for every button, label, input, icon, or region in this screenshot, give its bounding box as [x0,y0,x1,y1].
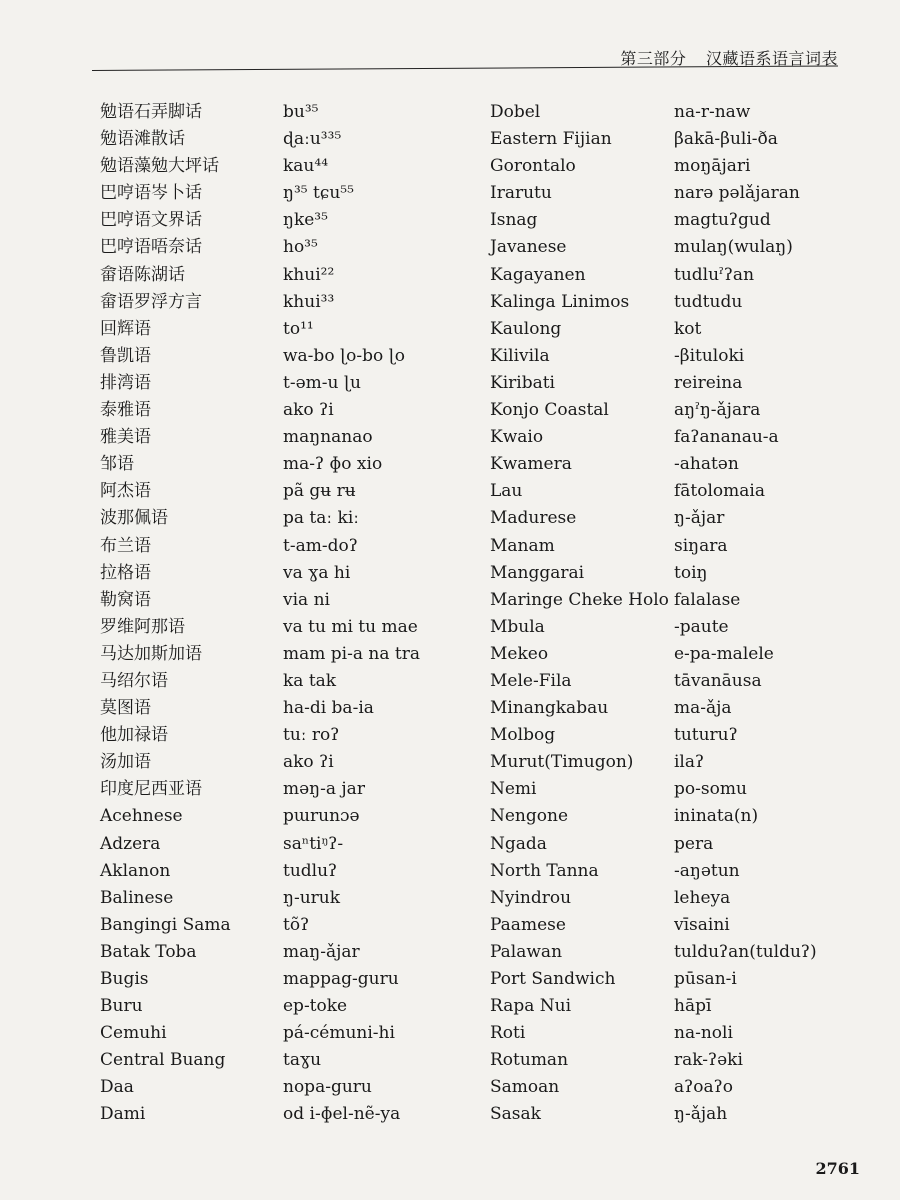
word-form-left: saⁿtiᵑʔ- [283,833,344,854]
word-form-right: na-noli [674,1023,733,1044]
language-name-left: 回辉语 [100,318,151,339]
word-form-right: mulaŋ(wulaŋ) [674,237,793,258]
word-form-left: ma-ʔ ɸo xio [283,454,383,475]
language-name-left: 勉语藻勉大坪话 [100,156,219,177]
language-name-right: Javanese [490,237,567,258]
table-row [0,776,900,803]
table-row [0,939,900,966]
language-name-left: Balinese [100,887,174,908]
language-name-right: Rotuman [490,1050,569,1071]
word-form-left: tuː roʔ [283,725,340,746]
table-row [0,505,900,532]
word-form-right: e-pa-malele [674,643,774,664]
table-row [0,451,900,478]
language-name-left: 鲁凯语 [100,345,151,366]
word-form-right: fātolomaia [674,481,765,502]
table-row [0,207,900,234]
table-row [0,668,900,695]
language-name-right: Irarutu [490,183,552,204]
language-name-right: Murut(Timugon) [490,752,634,773]
language-name-left: 勒窝语 [100,589,151,610]
table-row [0,641,900,668]
word-form-right: ŋ-ǎjar [674,508,725,529]
table-row [0,560,900,587]
language-name-left: Aklanon [100,860,171,881]
table-row [0,424,900,451]
word-form-right: ŋ-ǎjah [674,1104,728,1125]
word-form-left: pã gʉ rʉ [283,481,356,502]
language-name-left: 勉语石弄脚话 [100,102,202,122]
language-name-left: 莫图语 [100,698,151,719]
word-form-left: tõʔ [283,914,310,935]
word-form-right: aʔoaʔo [674,1077,733,1098]
word-form-right: falalase [674,589,741,610]
table-row [0,587,900,614]
word-form-left: kau⁴⁴ [283,156,329,177]
language-name-left: 拉格语 [100,562,151,583]
word-form-right: kot [674,318,702,339]
table-row [0,316,900,343]
word-form-right: leheya [674,887,731,908]
word-form-left: pɯrunɔə [283,806,360,827]
language-name-left: 布兰语 [100,535,151,556]
language-name-left: Acehnese [100,806,183,827]
word-form-left: məŋ-a jar [283,779,365,800]
language-name-right: Dobel [490,102,541,122]
table-row [0,397,900,424]
language-name-left: 他加禄语 [100,725,168,746]
table-row [0,126,900,153]
word-form-right: ma-ǎja [674,698,732,719]
table-row [0,1047,900,1074]
word-form-right: -ahatən [674,454,739,475]
language-name-right: Nemi [490,779,537,800]
word-form-right: -aŋətun [674,860,740,881]
table-row [0,831,900,858]
word-form-left: via ni [283,589,330,610]
word-form-left: ep-toke [283,996,348,1017]
word-form-left: ako ʔi [283,400,334,421]
page-number: 2761 [815,1159,860,1178]
table-row [0,289,900,316]
language-name-left: 马绍尔语 [100,670,168,691]
language-name-right: Nengone [490,806,569,827]
table-row [0,993,900,1020]
table-row [0,533,900,560]
word-form-right: po-somu [674,779,747,800]
word-form-left: od i-ɸel-nẽ-ya [283,1104,401,1125]
language-name-left: 畲语陈湖话 [100,264,185,285]
language-name-right: Kagayanen [490,264,586,285]
word-form-right: na-r-naw [674,102,751,122]
word-form-right: -βituloki [674,345,745,366]
language-name-left: 排湾语 [100,372,151,393]
word-form-left: t-əm-u ɭu [283,372,361,393]
table-row [0,966,900,993]
language-name-right: Mekeo [490,643,549,664]
language-name-right: Roti [490,1023,526,1044]
language-name-right: Manam [490,535,555,556]
word-form-right: tudtudu [674,291,743,312]
language-name-left: 巴哼语文界话 [100,210,202,231]
language-name-right: Madurese [490,508,577,529]
language-name-right: North Tanna [490,860,599,881]
word-form-right: pūsan-i [674,969,737,989]
table-row [0,803,900,830]
language-name-left: 马达加斯加语 [100,643,202,664]
table-row [0,885,900,912]
word-form-left: pá-cémuni-hi [283,1023,395,1044]
word-form-left: maŋ-ǎjar [283,941,360,962]
language-name-right: Konjo Coastal [490,400,609,421]
word-form-right: faʔananau-a [674,427,779,448]
word-form-right: vīsaini [674,914,730,935]
word-form-left: va tu mi tu mae [283,616,418,637]
word-form-left: taɣu [283,1050,322,1071]
language-name-right: Eastern Fijian [490,129,612,150]
table-row [0,722,900,749]
word-form-right: narə pəlǎjaran [674,183,800,204]
language-name-right: Manggarai [490,562,585,583]
language-name-right: Molbog [490,725,556,746]
word-form-left: ha-di ba-ia [283,698,374,719]
language-name-right: Kalinga Linimos [490,291,630,312]
language-name-right: Paamese [490,914,566,935]
language-name-left: Bugis [100,969,149,989]
language-name-left: Dami [100,1104,146,1125]
table-row [0,749,900,776]
language-name-left: 畲语罗浮方言 [100,291,202,312]
language-name-left: 雅美语 [100,427,151,448]
language-name-left: 波那佩语 [100,508,168,529]
language-name-right: Gorontalo [490,156,576,177]
word-form-right: tulduʔan(tulduʔ) [674,941,817,962]
word-form-left: mappag-guru [283,969,399,989]
language-name-right: Isnag [490,210,538,231]
language-name-left: 勉语滩散话 [100,129,185,150]
language-name-right: Rapa Nui [490,996,572,1017]
language-name-right: Port Sandwich [490,969,616,989]
word-form-right: tuturuʔ [674,725,738,746]
language-name-left: Buru [100,996,143,1017]
word-form-right: ininata(n) [674,806,759,827]
language-name-left: 泰雅语 [100,400,151,421]
word-form-left: ŋ³⁵ tɕu⁵⁵ [283,183,354,204]
word-form-right: βakā-βuli-ða [674,129,778,150]
word-form-left: ɖaːu³³⁵ [283,129,342,150]
word-form-right: ilaʔ [674,752,705,773]
header-section-title: 汉藏语系语言词表 [705,49,838,68]
table-row [0,153,900,180]
table-row [0,1101,900,1128]
table-row [0,1074,900,1101]
table-row [0,180,900,207]
word-form-left: t-am-doʔ [283,535,358,556]
language-name-right: Palawan [490,941,563,962]
language-name-right: Mele-Fila [490,670,572,691]
language-name-right: Kwaio [490,427,544,448]
language-name-left: Daa [100,1077,134,1098]
word-form-left: ŋke³⁵ [283,210,328,231]
word-form-left: ako ʔi [283,752,334,773]
language-name-right: Nyindrou [490,887,572,908]
word-form-left: ŋ-uruk [283,887,341,908]
language-name-right: Lau [490,481,523,502]
word-form-right: tudluˀʔan [674,264,755,285]
language-name-right: Mbula [490,616,545,637]
table-row [0,912,900,939]
word-form-right: moŋājari [674,156,751,177]
language-name-left: Bangingi Sama [100,914,231,935]
word-form-right: reireina [674,372,743,393]
word-form-left: wa-bo ɭo-bo ɭo [283,345,406,366]
language-name-left: Cemuhi [100,1023,167,1044]
word-form-left: va ɣa hi [283,562,351,583]
word-form-right: rak-ʔəki [674,1050,743,1071]
word-form-right: hāpī [674,996,712,1017]
table-row [0,370,900,397]
language-name-left: 阿杰语 [100,481,151,502]
language-name-right: Kwamera [490,454,572,475]
table-row [0,262,900,289]
word-form-right: tāvanāusa [674,670,762,691]
table-row [0,695,900,722]
word-form-left: nopa-guru [283,1077,372,1098]
table-row [0,614,900,641]
word-form-left: ho³⁵ [283,237,318,258]
language-name-right: Maringe Cheke Holo [490,589,669,610]
word-form-left: maŋnanao [283,427,373,448]
word-form-right: siŋara [674,535,728,556]
table-row [0,478,900,505]
word-form-left: ka tak [283,670,337,691]
language-name-left: 汤加语 [100,752,151,773]
language-name-right: Kaulong [490,318,562,339]
word-form-right: magtuʔgud [674,210,771,231]
word-form-left: mam pi-a na tra [283,643,420,664]
word-form-left: tudluʔ [283,860,338,881]
language-name-left: Batak Toba [100,941,197,962]
language-name-left: Adzera [100,833,161,854]
language-name-left: Central Buang [100,1050,226,1071]
language-name-left: 邹语 [100,454,134,475]
language-name-right: Minangkabau [490,698,609,719]
language-name-right: Kiribati [490,372,555,393]
table-row [0,99,900,126]
word-form-right: pera [674,833,714,854]
word-form-right: aŋˀŋ-ǎjara [674,400,761,421]
language-name-left: 巴哼语唔奈话 [100,237,202,258]
table-row [0,858,900,885]
word-form-left: to¹¹ [283,318,314,339]
language-name-right: Samoan [490,1077,560,1098]
word-form-right: -paute [674,616,729,637]
word-list-table [0,99,900,1129]
word-form-left: khui³³ [283,291,335,312]
word-form-left: pa taː kiː [283,508,359,529]
table-row [0,234,900,261]
word-form-left: bu³⁵ [283,102,319,122]
language-name-left: 印度尼西亚语 [100,779,202,800]
language-name-left: 巴哼语岑卜话 [100,183,202,204]
language-name-left: 罗维阿那语 [100,616,185,637]
table-row [0,1020,900,1047]
table-row [0,343,900,370]
language-name-right: Ngada [490,833,547,854]
header-part-label: 第三部分 [620,49,687,68]
language-name-right: Kilivila [490,345,550,366]
word-form-right: toiŋ [674,562,708,583]
word-form-left: khui²² [283,264,335,285]
language-name-right: Sasak [490,1104,541,1125]
